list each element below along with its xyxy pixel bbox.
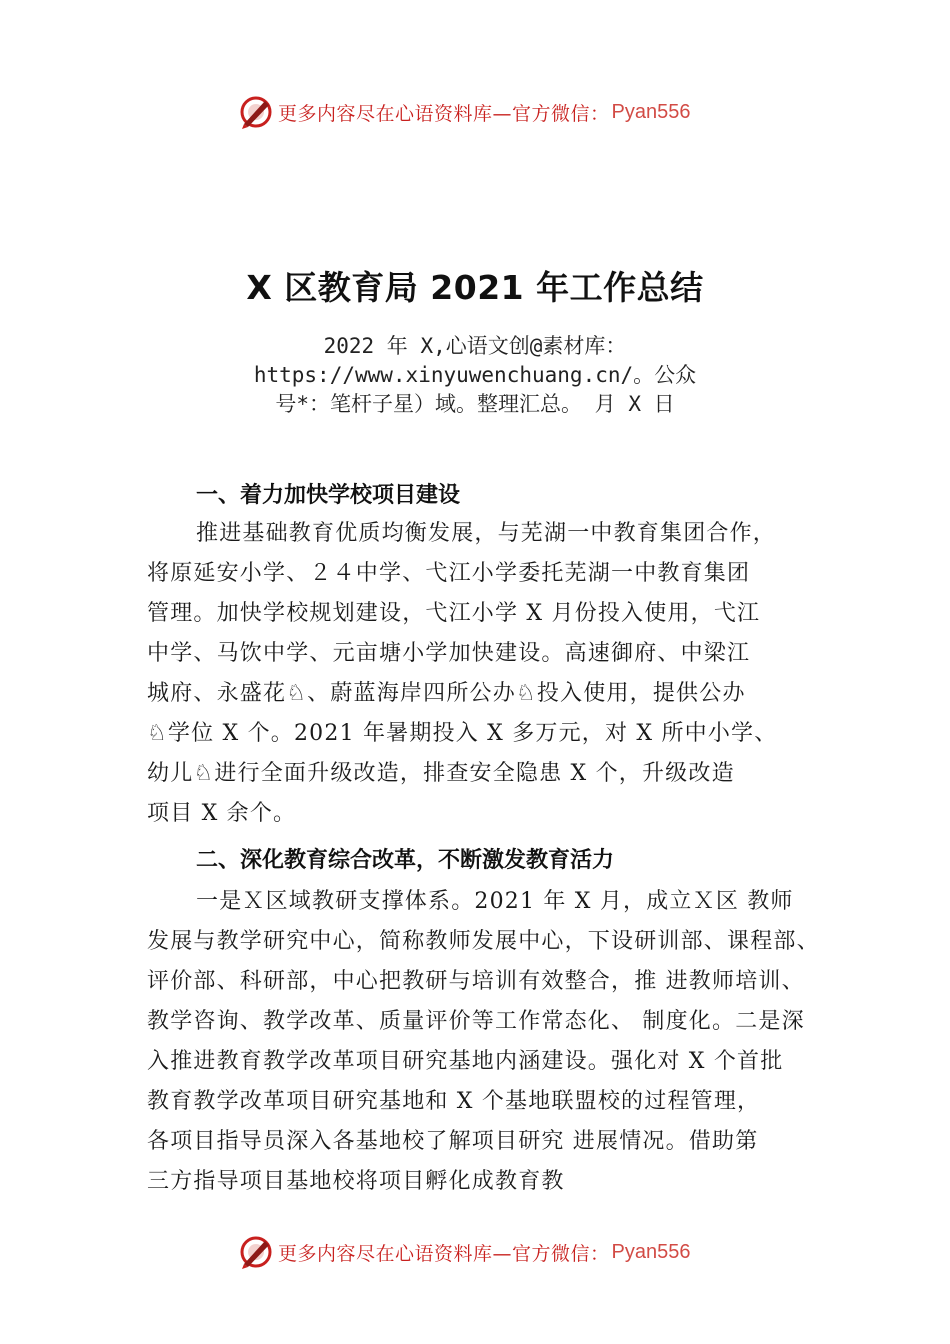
banner-text: 更多内容尽在心语资料库—官方微信： <box>278 102 610 125</box>
paragraph-line: 三方指导项目基地校将项目孵化成教育教 <box>147 1169 565 1194</box>
paragraph-line: 入推进教育教学改革项目研究基地内涵建设。强化对 X 个首批 <box>147 1049 784 1074</box>
footer-banner <box>238 1232 690 1272</box>
pen-logo-icon <box>238 94 274 130</box>
paragraph-line: 城府、永盛花♘、蔚蓝海岸四所公办♘投入使用，提供公办 <box>147 681 746 706</box>
paragraph-line: 发展与教学研究中心，简称教师发展中心，下设研训部、课程部、 <box>147 929 820 954</box>
paragraph-line: 推进基础教育优质均衡发展，与芜湖一中教育集团合作， <box>196 521 777 546</box>
document-title: X 区教育局 2021 年工作总结 <box>246 268 704 307</box>
banner-wechat-id: Pyan556 <box>611 100 691 123</box>
paragraph-line: 教学咨询、教学改革、质量评价等工作常态化、 制度化。二是深 <box>147 1009 805 1034</box>
paragraph-line: 评价部、科研部，中心把教研与培训有效整合，推 进教师培训、 <box>147 969 805 994</box>
paragraph-line: 教育教学改革项目研究基地和 X 个基地联盟校的过程管理， <box>147 1089 761 1114</box>
section-heading: 二、深化教育综合改革，不断激发教育活力 <box>196 848 615 873</box>
subtitle-line: 号*：笔杆子星）域。整理汇总。 月 X 日 <box>275 392 675 416</box>
paragraph-line: 幼儿♘进行全面升级改造，排查安全隐患 X 个，升级改造 <box>147 761 735 786</box>
paragraph-line: 各项目指导员深入各基地校了解项目研究 进展情况。借助第 <box>147 1129 759 1154</box>
paragraph-line: 项目 X 余个。 <box>147 801 297 826</box>
subtitle-line: https://www.xinyuwenchuang.cn/。公众 <box>253 363 697 387</box>
paragraph-line: ♘学位 X 个。2021 年暑期投入 X 多万元，对 X 所中小学、 <box>147 721 778 746</box>
banner-text: 更多内容尽在心语资料库—官方微信： <box>278 1242 610 1265</box>
section-heading: 一、着力加快学校项目建设 <box>196 483 461 508</box>
paragraph-line: 一是Ｘ区域教研支撑体系。2021 年 X 月，成立Ｘ区 教师 <box>196 889 794 914</box>
paragraph-line: 中学、马饮中学、元亩塘小学加快建设。高速御府、中梁江 <box>147 641 751 666</box>
pen-logo-icon <box>238 1234 274 1270</box>
paragraph-line: 将原延安小学、２４中学、弋江小学委托芜湖一中教育集团 <box>147 561 751 586</box>
subtitle-line: 2022 年 X,心语文创@素材库： <box>323 334 627 358</box>
header-banner <box>238 92 690 132</box>
paragraph-line: 管理。加快学校规划建设，弋江小学 X 月份投入使用，弋江 <box>147 601 761 626</box>
banner-wechat-id: Pyan556 <box>611 1240 691 1263</box>
